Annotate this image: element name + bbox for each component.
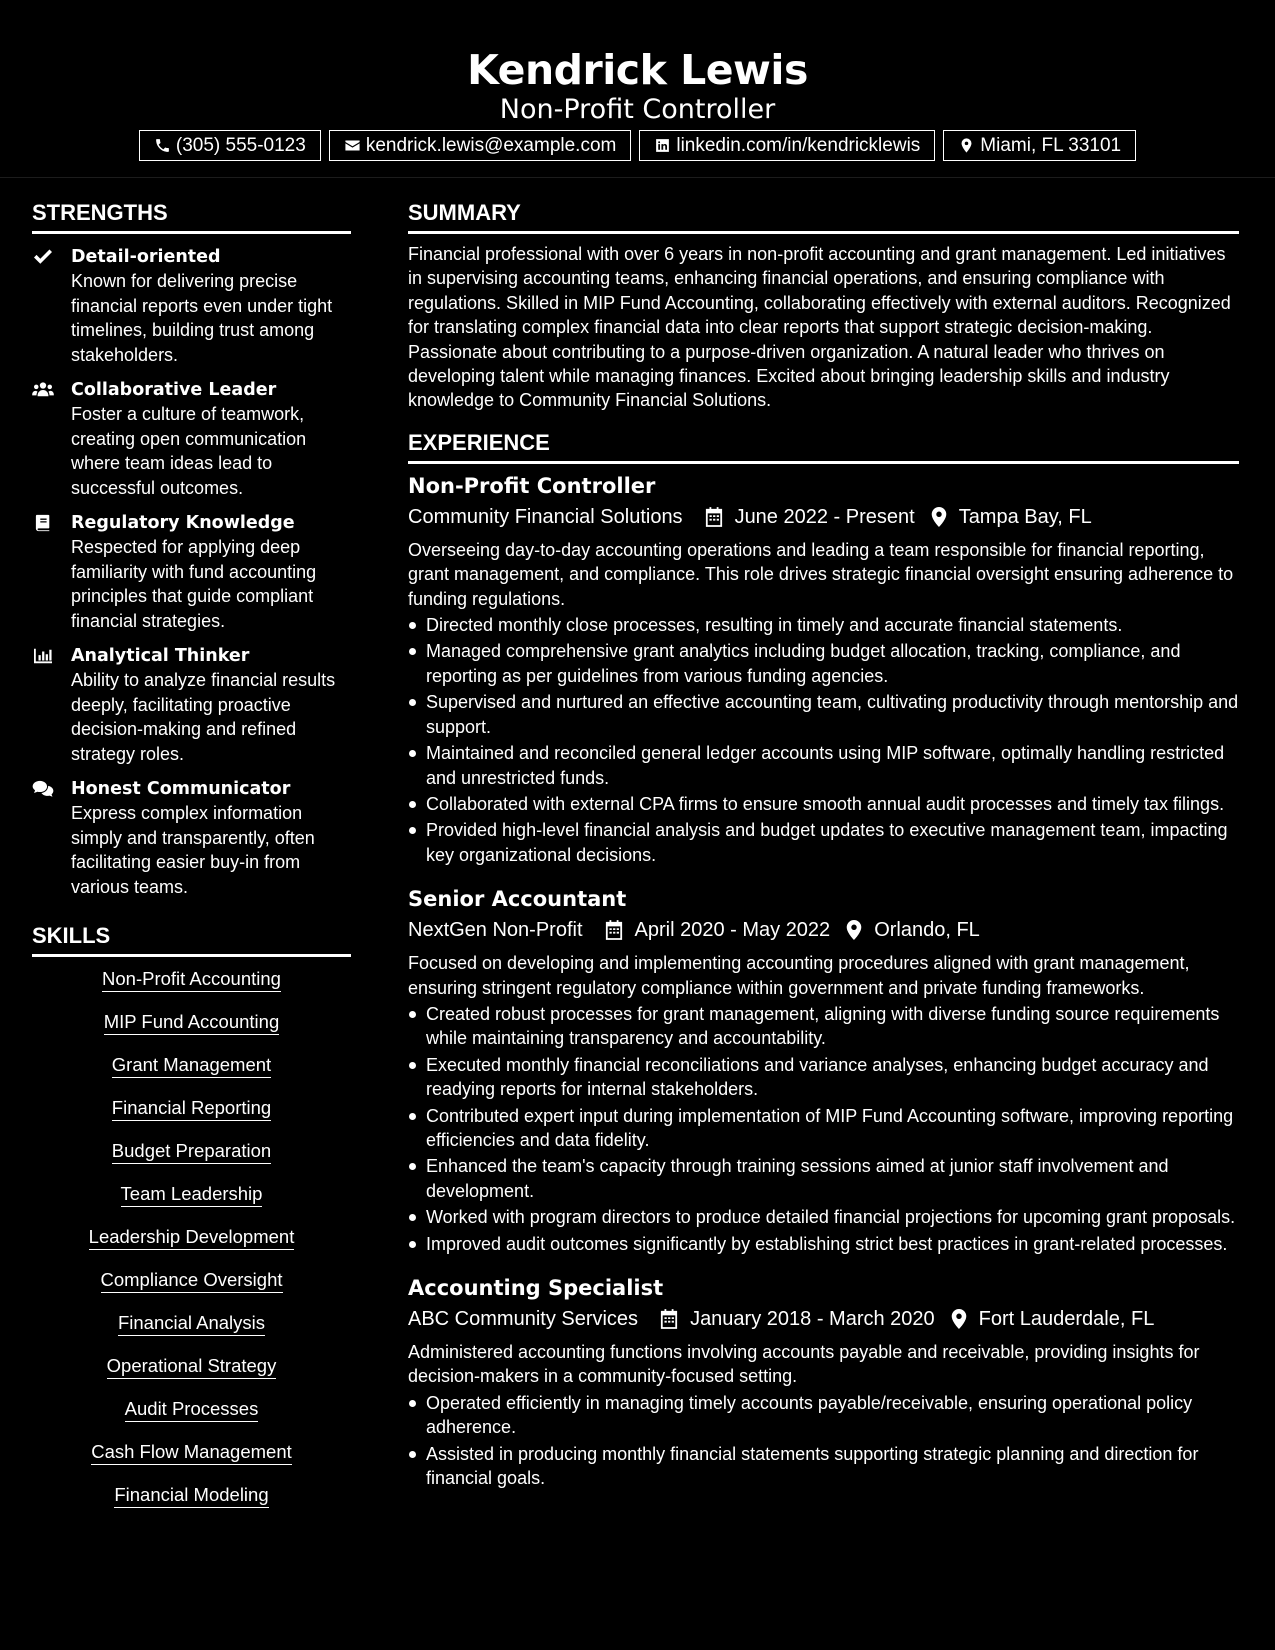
left-column (32, 199, 351, 1526)
bar-chart-icon (32, 647, 54, 665)
skill-tag: Team Leadership (121, 1182, 263, 1207)
job-location: Fort Lauderdale, FL (978, 1308, 1155, 1330)
strength-desc: Respected for applying deep familiarity with fund accounting principles that guide compliant financial strategies. (71, 537, 317, 631)
job-description: Focused on developing and implementing accounting procedures aligned with grant management, ensuring stringent regulatory compliance within government and private funding frameworks. (408, 953, 1190, 998)
strength-desc: Known for delivering precise financial reports even under tight timelines, building trust among stakeholders. (71, 271, 333, 365)
contact-email[interactable] (329, 130, 632, 161)
skill-tag: Budget Preparation (112, 1139, 271, 1164)
skill-tag: Audit Processes (125, 1397, 259, 1422)
calendar-icon (705, 507, 723, 527)
book-icon (32, 514, 54, 532)
right-column (408, 199, 1239, 1492)
job-location: Tampa Bay, FL (958, 505, 1092, 528)
job-bullet: Created robust processes for grant management, aligning with diverse funding source requirements while maintaining transparency and accountability. (408, 1002, 1239, 1051)
job-bullet: Worked with program directors to produce detailed financial projections for upcoming grant proposals. (408, 1205, 1239, 1229)
job-bullet: Operated efficiently in managing timely accounts payable/receivable, ensuring operational policy adherence. (408, 1391, 1239, 1440)
job-bullet: Provided high-level financial analysis and budget updates to executive management team, impacting key organizational decisions. (408, 818, 1239, 867)
strength-title: Regulatory Knowledge (71, 513, 295, 533)
skill-tag: Leadership Development (89, 1225, 295, 1250)
job-location: Orlando, FL (874, 919, 980, 942)
summary-text: Financial professional with over 6 years in non-profit accounting and grant management. Led initiatives in supervising accounting teams, enhancing financial operations, and ensuring compliance with regulations. Skilled in MIP Fund Accounting, collaborating effectively with external auditors. Recognized for translating complex financial data into clear reports that support strategic decision-making. Passionate about contributing to a purpose-driven organization. A natural leader who thrives on developing talent while managing finances. Excited about bringing leadership skills and industry knowledge to Community Financial Solutions. (408, 244, 1231, 411)
skill-tag: Grant Management (112, 1053, 271, 1078)
map-pin-icon (958, 137, 975, 154)
job-bullet: Executed monthly financial reconciliations and variance analyses, enhancing budget accuracy and readying reports for internal stakeholders. (408, 1053, 1239, 1102)
skill-tag: Financial Modeling (114, 1483, 268, 1508)
experience-heading: EXPERIENCE (408, 429, 1239, 464)
strengths-heading: STRENGTHS (32, 199, 351, 234)
candidate-name: Kendrick Lewis (467, 46, 808, 94)
contact-location (943, 130, 1136, 161)
skill-tag: MIP Fund Accounting (104, 1010, 280, 1035)
strength-item (32, 378, 351, 500)
skill-tag: Financial Analysis (118, 1311, 265, 1336)
job-company: Community Financial Solutions (408, 505, 683, 528)
job-dates: January 2018 - March 2020 (690, 1308, 935, 1330)
skills-heading: SKILLS (32, 922, 351, 957)
summary-heading: SUMMARY (408, 199, 1239, 234)
contact-phone[interactable] (139, 130, 321, 161)
job-bullets (408, 1002, 1239, 1256)
contact-linkedin[interactable] (639, 130, 935, 161)
job-meta (408, 1304, 1239, 1334)
strength-title: Detail-oriented (71, 247, 221, 267)
calendar-icon (660, 1309, 678, 1329)
job-title: Accounting Specialist (408, 1276, 664, 1300)
strength-desc: Express complex information simply and transparently, often facilitating easier buy-in from various teams. (71, 803, 315, 897)
skill-tag: Operational Strategy (107, 1354, 277, 1379)
phone-icon (154, 137, 171, 154)
checkmark-icon (32, 248, 54, 266)
map-pin-icon (846, 920, 862, 940)
users-icon (32, 381, 54, 399)
job-bullet: Improved audit outcomes significantly by establishing strict best practices in grant-related processes. (408, 1232, 1239, 1256)
job-bullet: Supervised and nurtured an effective accounting team, cultivating productivity through mentorship and support. (408, 690, 1239, 739)
contact-phone-text: (305) 555-0123 (175, 134, 306, 156)
job-bullet: Enhanced the team's capacity through training sessions aimed at junior staff involvement and development. (408, 1154, 1239, 1203)
skills-list (32, 967, 351, 1508)
strength-desc: Foster a culture of teamwork, creating open communication where team ideas lead to successful outcomes. (71, 404, 307, 498)
resume-header (0, 0, 1275, 178)
job-bullet: Maintained and reconciled general ledger accounts using MIP software, optimally handling restricted and unrestricted funds. (408, 741, 1239, 790)
strength-item (32, 245, 351, 367)
contact-bar (0, 130, 1275, 161)
contact-linkedin-text: linkedin.com/in/kendricklewis (676, 134, 921, 156)
skill-tag: Non-Profit Accounting (102, 967, 281, 992)
job-entry (408, 885, 1239, 1256)
contact-email-text: kendrick.lewis@example.com (365, 134, 617, 156)
strength-item (32, 777, 351, 899)
job-description: Administered accounting functions involving accounts payable and receivable, providing insights for decision-makers in a community-focused setting. (408, 1342, 1200, 1387)
job-bullet: Contributed expert input during implementation of MIP Fund Accounting software, improving reporting efficiencies and data fidelity. (408, 1104, 1239, 1153)
job-title: Non-Profit Controller (408, 473, 656, 498)
map-pin-icon (931, 507, 947, 527)
job-bullets (408, 1391, 1239, 1491)
strength-desc: Ability to analyze financial results deeply, facilitating proactive decision-making and refined strategy roles. (71, 670, 336, 764)
envelope-icon (344, 137, 361, 154)
job-meta (408, 502, 1239, 532)
calendar-icon (605, 920, 623, 940)
skill-tag: Financial Reporting (112, 1096, 271, 1121)
job-entry (408, 472, 1239, 867)
candidate-title: Non-Profit Controller (499, 94, 776, 125)
job-bullet: Collaborated with external CPA firms to ensure smooth annual audit processes and timely tax filings. (408, 792, 1239, 816)
job-bullets (408, 613, 1239, 867)
job-dates: June 2022 - Present (734, 505, 915, 528)
strength-title: Collaborative Leader (71, 380, 277, 400)
job-bullet: Managed comprehensive grant analytics including budget allocation, tracking, compliance, and reporting as per guidelines from various funding agencies. (408, 639, 1239, 688)
strength-item (32, 511, 351, 633)
job-dates: April 2020 - May 2022 (634, 919, 831, 942)
strength-title: Analytical Thinker (71, 646, 250, 666)
skill-tag: Compliance Oversight (101, 1268, 283, 1293)
strength-item (32, 644, 351, 766)
job-description: Overseeing day-to-day accounting operations and leading a team responsible for financial reporting, grant management, and compliance. This role drives strategic financial oversight ensuring adherence to funding regulations. (408, 539, 1234, 609)
strength-title: Honest Communicator (71, 779, 291, 799)
contact-location-text: Miami, FL 33101 (980, 134, 1122, 156)
job-company: ABC Community Services (408, 1308, 639, 1330)
job-entry (408, 1274, 1239, 1490)
job-bullet: Assisted in producing monthly financial statements supporting strategic planning and direction for financial goals. (408, 1442, 1239, 1491)
map-pin-icon (951, 1309, 967, 1329)
job-bullet: Directed monthly close processes, resulting in timely and accurate financial statements. (408, 613, 1239, 637)
job-title: Senior Accountant (408, 887, 627, 912)
skill-tag: Cash Flow Management (91, 1440, 292, 1465)
chat-bubbles-icon (32, 780, 54, 798)
job-company: NextGen Non-Profit (408, 919, 583, 942)
job-meta (408, 915, 1239, 945)
linkedin-icon (654, 137, 671, 154)
